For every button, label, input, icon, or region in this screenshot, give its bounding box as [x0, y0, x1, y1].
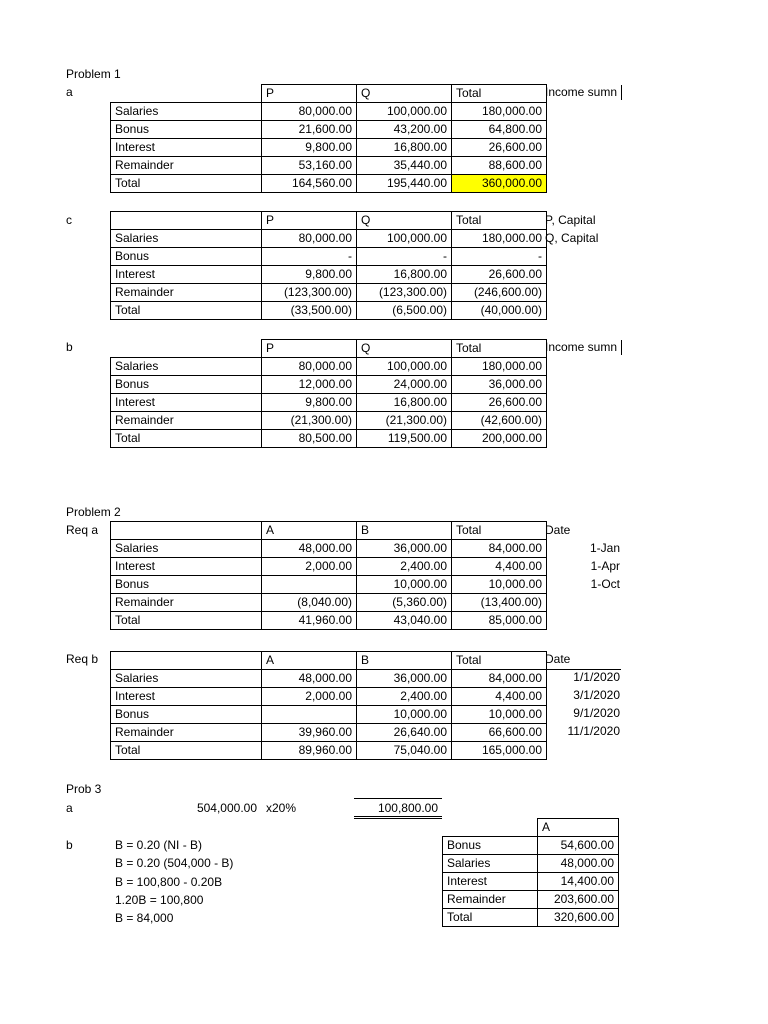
value-cell[interactable]: (6,500.00) [357, 302, 452, 320]
table-header-row [443, 819, 619, 837]
value-cell[interactable]: 203,600.00 [538, 891, 619, 909]
table-row [111, 302, 547, 320]
header-cell[interactable]: Total [452, 212, 547, 230]
table-header-row [111, 85, 547, 103]
value-cell[interactable]: 200,000.00 [452, 430, 547, 448]
table-row [111, 670, 547, 688]
value-cell[interactable]: 66,600.00 [452, 724, 547, 742]
value-cell[interactable]: (13,400.00) [452, 594, 547, 612]
text-cursor [621, 85, 622, 100]
header-cell[interactable]: Total [452, 85, 547, 103]
row-label[interactable]: Interest [111, 688, 262, 706]
value-cell[interactable]: 84,000.00 [452, 540, 547, 558]
value-cell[interactable]: 2,400.00 [357, 558, 452, 576]
value-cell[interactable]: (42,600.00) [452, 412, 547, 430]
table-row [443, 837, 619, 855]
table-header-row [111, 652, 547, 670]
header-cell[interactable]: B [357, 522, 452, 540]
equation-line: B = 84,000 [115, 911, 174, 925]
header-cell[interactable]: Q [357, 340, 452, 358]
value-cell[interactable]: 84,000.00 [452, 670, 547, 688]
value-cell[interactable]: 35,440.00 [357, 157, 452, 175]
value-cell[interactable]: 21,600.00 [262, 121, 357, 139]
date-value: 11/1/2020 [567, 724, 620, 738]
value-cell[interactable]: 89,960.00 [262, 742, 357, 760]
value-cell[interactable]: 165,000.00 [452, 742, 547, 760]
table-row [111, 230, 547, 248]
problem1-part-a-label: a [66, 85, 73, 99]
value-cell[interactable]: (123,300.00) [357, 284, 452, 302]
row-label[interactable]: Bonus [111, 376, 262, 394]
value-cell[interactable]: 64,800.00 [452, 121, 547, 139]
row-label[interactable]: Bonus [111, 121, 262, 139]
header-cell[interactable] [111, 522, 262, 540]
problem3-title: Prob 3 [66, 782, 102, 796]
header-cell[interactable] [111, 212, 262, 230]
table-header-row [111, 340, 547, 358]
value-cell[interactable]: 36,000.00 [357, 540, 452, 558]
value-cell[interactable]: 9,800.00 [262, 394, 357, 412]
date-value: 9/1/2020 [573, 706, 620, 720]
table-row [111, 742, 547, 760]
row-label[interactable]: Bonus [111, 248, 262, 266]
table-row [111, 688, 547, 706]
row-label[interactable]: Total [111, 612, 262, 630]
value-cell[interactable]: 80,000.00 [262, 103, 357, 121]
value-cell[interactable]: 10,000.00 [357, 706, 452, 724]
table-row [111, 358, 547, 376]
row-label[interactable]: Bonus [443, 837, 538, 855]
row-label[interactable]: Remainder [111, 284, 262, 302]
value-cell[interactable]: 16,800.00 [357, 139, 452, 157]
table-header-row [111, 212, 547, 230]
value-cell[interactable]: 53,160.00 [262, 157, 357, 175]
row-label[interactable]: Salaries [111, 230, 262, 248]
row-label[interactable]: Total [111, 742, 262, 760]
row-label[interactable]: Remainder [111, 724, 262, 742]
date-value: 1-Apr [590, 559, 620, 573]
value-cell[interactable]: 9,800.00 [262, 266, 357, 284]
row-label[interactable]: Total [443, 909, 538, 927]
problem2-title: Problem 2 [66, 505, 121, 519]
table-row [111, 594, 547, 612]
row-label[interactable]: Interest [443, 873, 538, 891]
value-cell[interactable]: (8,040.00) [262, 594, 357, 612]
value-cell[interactable]: 2,000.00 [262, 558, 357, 576]
side-note-p-capital: P, Capital [545, 213, 596, 227]
row-label[interactable]: Salaries [443, 855, 538, 873]
value-cell[interactable]: 54,600.00 [538, 837, 619, 855]
header-cell[interactable]: P [262, 340, 357, 358]
date-header: Date [545, 652, 571, 666]
value-cell[interactable]: - [262, 248, 357, 266]
problem2-req-b-table [110, 651, 547, 760]
double-underline-1 [354, 816, 442, 817]
rate-value[interactable]: x20% [266, 801, 297, 815]
value-cell[interactable]: 48,000.00 [262, 540, 357, 558]
value-cell[interactable]: 16,800.00 [357, 266, 452, 284]
problem1-a-table [110, 84, 547, 193]
value-cell[interactable] [262, 576, 357, 594]
value-cell[interactable]: 180,000.00 [452, 358, 547, 376]
header-cell[interactable] [111, 340, 262, 358]
equation-line: B = 0.20 (504,000 - B) [115, 856, 234, 870]
table-row [443, 909, 619, 927]
value-cell[interactable]: 24,000.00 [357, 376, 452, 394]
row-label[interactable]: Salaries [111, 103, 262, 121]
side-note-q-capital: Q, Capital [545, 231, 599, 245]
table-row [111, 576, 547, 594]
row-label[interactable]: Remainder [111, 412, 262, 430]
table-row [443, 873, 619, 891]
text-cursor [621, 340, 622, 355]
value-cell[interactable]: 10,000.00 [452, 706, 547, 724]
date-value: 1-Oct [590, 577, 620, 591]
row-label[interactable]: Interest [111, 139, 262, 157]
value-cell[interactable]: 39,960.00 [262, 724, 357, 742]
problem1-c-table [110, 211, 547, 320]
value-cell[interactable]: 26,640.00 [357, 724, 452, 742]
equation-line: B = 0.20 (NI - B) [115, 838, 203, 852]
problem2-req-a-table [110, 521, 547, 630]
table-row [111, 266, 547, 284]
problem1-part-b-label: b [66, 340, 73, 354]
value-cell[interactable]: 2,000.00 [262, 688, 357, 706]
value-cell[interactable]: 48,000.00 [262, 670, 357, 688]
date-value: 1/1/2020 [573, 670, 620, 684]
value-cell[interactable]: 36,000.00 [452, 376, 547, 394]
header-cell[interactable]: Q [357, 212, 452, 230]
value-cell[interactable] [262, 706, 357, 724]
table-row [111, 412, 547, 430]
value-cell[interactable]: 26,600.00 [452, 394, 547, 412]
value-cell[interactable]: 48,000.00 [538, 855, 619, 873]
date-value: 3/1/2020 [573, 688, 620, 702]
problem1-part-c-label: c [66, 213, 72, 227]
table-row [111, 121, 547, 139]
value-cell[interactable]: 10,000.00 [452, 576, 547, 594]
value-cell[interactable]: 85,000.00 [452, 612, 547, 630]
equation-line: 1.20B = 100,800 [115, 893, 204, 907]
value-cell[interactable]: (33,500.00) [262, 302, 357, 320]
value-cell[interactable]: 119,500.00 [357, 430, 452, 448]
highlighted-total-cell[interactable]: 360,000.00 [452, 175, 547, 193]
header-cell[interactable]: P [262, 85, 357, 103]
problem3-b-table [442, 818, 619, 927]
table-row [443, 891, 619, 909]
value-cell[interactable]: 80,500.00 [262, 430, 357, 448]
table-row [111, 248, 547, 266]
value-cell[interactable]: 10,000.00 [357, 576, 452, 594]
table-row [111, 430, 547, 448]
table-row [111, 103, 547, 121]
row-label[interactable]: Remainder [111, 157, 262, 175]
value-cell[interactable]: 80,000.00 [262, 358, 357, 376]
value-cell[interactable]: (5,360.00) [357, 594, 452, 612]
equation-line: B = 100,800 - 0.20B [115, 875, 223, 889]
problem2-req-a-label: Req a [66, 523, 99, 537]
value-cell[interactable]: 26,600.00 [452, 139, 547, 157]
header-cell[interactable]: Q [357, 85, 452, 103]
header-blank-cell [443, 819, 538, 837]
row-label[interactable]: Remainder [111, 594, 262, 612]
value-cell[interactable]: 4,400.00 [452, 688, 547, 706]
table-row [111, 540, 547, 558]
row-label[interactable]: Salaries [111, 670, 262, 688]
table-row [111, 139, 547, 157]
problem3-part-a-label: a [66, 801, 73, 815]
row-label[interactable]: Interest [111, 394, 262, 412]
row-label[interactable]: Interest [111, 558, 262, 576]
value-cell[interactable]: (246,600.00) [452, 284, 547, 302]
value-cell[interactable]: 16,800.00 [357, 394, 452, 412]
row-label[interactable]: Bonus [111, 706, 262, 724]
header-cell[interactable] [111, 652, 262, 670]
value-cell[interactable]: 41,960.00 [262, 612, 357, 630]
header-cell[interactable]: A [262, 522, 357, 540]
value-cell[interactable]: 100,000.00 [357, 358, 452, 376]
table-row [443, 855, 619, 873]
value-cell[interactable]: 180,000.00 [452, 230, 547, 248]
value-cell[interactable]: 164,560.00 [262, 175, 357, 193]
value-cell[interactable]: (40,000.00) [452, 302, 547, 320]
side-note: Income sumn [545, 340, 618, 354]
value-cell[interactable]: (123,300.00) [262, 284, 357, 302]
table-row [111, 558, 547, 576]
value-cell[interactable]: 26,600.00 [452, 266, 547, 284]
table-row [111, 157, 547, 175]
table-row [111, 394, 547, 412]
table-header-row [111, 522, 547, 540]
row-label[interactable]: Interest [111, 266, 262, 284]
value-cell[interactable]: (21,300.00) [357, 412, 452, 430]
value-cell[interactable]: 320,600.00 [538, 909, 619, 927]
problem2-req-b-label: Req b [66, 652, 99, 666]
value-cell[interactable]: - [452, 248, 547, 266]
result-value[interactable]: 100,800.00 [377, 801, 438, 815]
value-cell[interactable]: 80,000.00 [262, 230, 357, 248]
value-cell[interactable]: 180,000.00 [452, 103, 547, 121]
value-cell[interactable]: 88,600.00 [452, 157, 547, 175]
value-cell[interactable]: 2,400.00 [357, 688, 452, 706]
value-cell[interactable]: 14,400.00 [538, 873, 619, 891]
value-cell[interactable]: 43,200.00 [357, 121, 452, 139]
header-cell[interactable]: P [262, 212, 357, 230]
header-cell[interactable]: Total [452, 652, 547, 670]
row-label[interactable]: Salaries [111, 540, 262, 558]
row-label[interactable]: Remainder [443, 891, 538, 909]
row-label[interactable]: Total [111, 302, 262, 320]
header-cell[interactable]: Total [452, 522, 547, 540]
value-cell[interactable]: 12,000.00 [262, 376, 357, 394]
date-header: Date [545, 523, 571, 537]
header-cell[interactable]: A [538, 819, 619, 837]
problem3-part-b-label: b [66, 838, 73, 852]
value-cell[interactable]: 4,400.00 [452, 558, 547, 576]
header-cell[interactable]: Total [452, 340, 547, 358]
value-cell[interactable]: 36,000.00 [357, 670, 452, 688]
header-cell[interactable]: A [262, 652, 357, 670]
table-row [111, 175, 547, 193]
header-cell[interactable]: B [357, 652, 452, 670]
value-cell[interactable]: 100,000.00 [357, 230, 452, 248]
date-value: 1-Jan [589, 541, 620, 555]
row-label[interactable]: Total [111, 175, 262, 193]
side-note: Income sumn [545, 85, 618, 99]
row-label[interactable]: Bonus [111, 576, 262, 594]
value-cell[interactable]: 9,800.00 [262, 139, 357, 157]
value-cell[interactable]: (21,300.00) [262, 412, 357, 430]
value-cell[interactable]: - [357, 248, 452, 266]
value-cell[interactable]: 100,000.00 [357, 103, 452, 121]
value-cell[interactable]: 195,440.00 [357, 175, 452, 193]
value-cell[interactable]: 43,040.00 [357, 612, 452, 630]
table-row [111, 376, 547, 394]
table-row [111, 724, 547, 742]
row-label[interactable]: Salaries [111, 358, 262, 376]
table-row [111, 284, 547, 302]
row-label[interactable]: Total [111, 430, 262, 448]
value-cell[interactable]: 75,040.00 [357, 742, 452, 760]
table-row [111, 612, 547, 630]
double-underline-2 [354, 818, 442, 819]
amount-value[interactable]: 504,000.00 [196, 801, 257, 815]
table-row [111, 706, 547, 724]
problem1-title: Problem 1 [66, 67, 121, 81]
problem1-b-table [110, 339, 547, 448]
header-cell[interactable] [111, 85, 262, 103]
